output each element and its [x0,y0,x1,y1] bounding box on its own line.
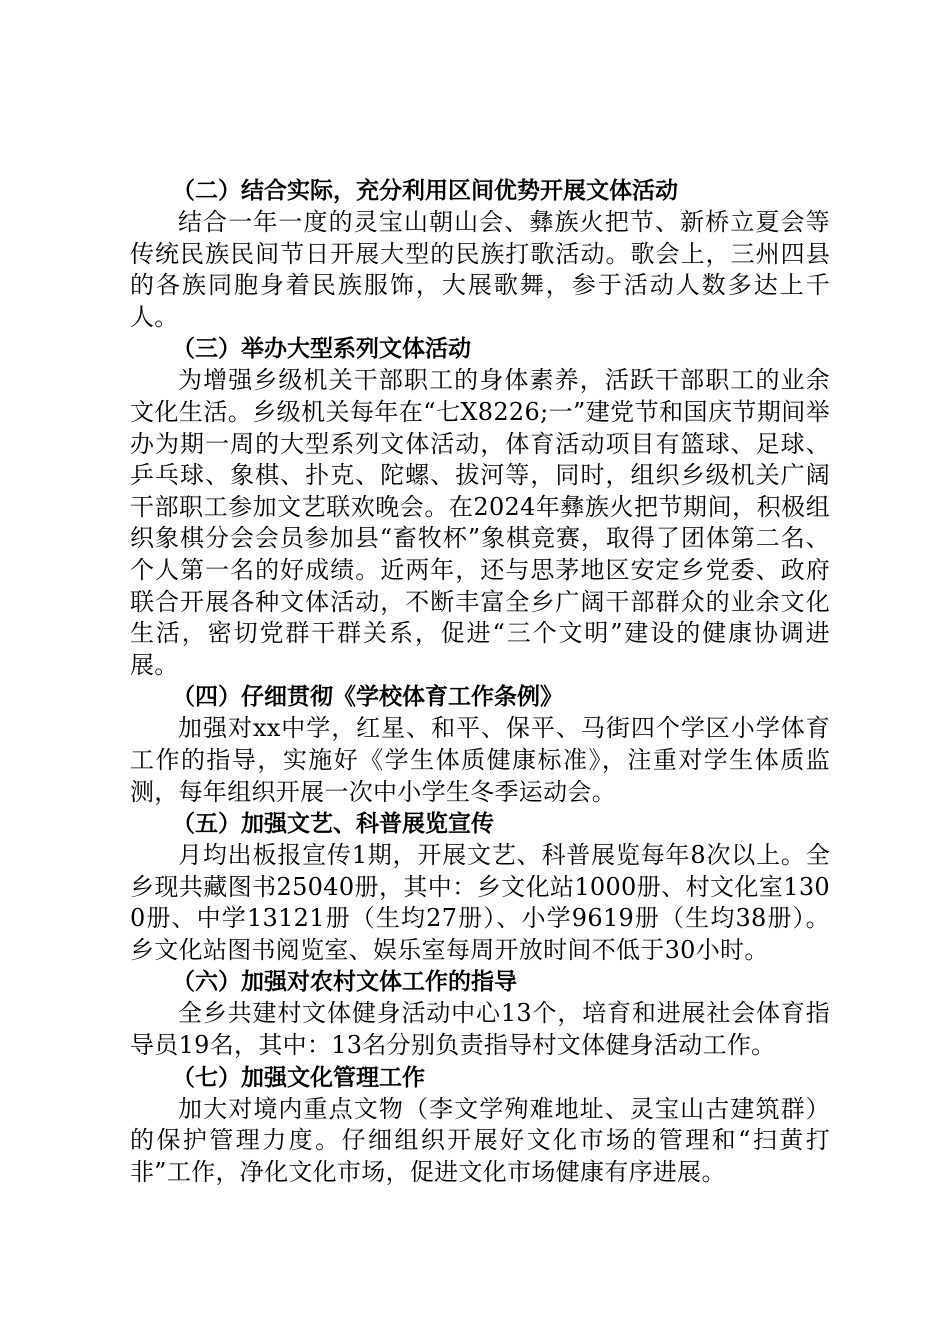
section-heading: （四）仔细贯彻《学校体育工作条例》 [172,684,563,711]
section-heading: （三）举办大型系列文体活动 [172,336,471,363]
section-5 [130,808,830,966]
section-body: 加强对xx中学，红星、和平、保平、马街四个学区小学体育工作的指导，实施好《学生体质健康标准》，注重对学生体质监测，每年组织开展一次中小学生冬季运动会。 [130,714,830,806]
section-2 [130,175,830,333]
section-7 [130,1062,830,1189]
section-heading: （六）加强对农村文体工作的指导 [172,969,517,996]
section-body: 加大对境内重点文物（李文学殉难地址、灵宝山古建筑群）的保护管理力度。仔细组织开展好文化市场的管理和“扫黄打非”工作，净化文化市场，促进文化市场健康有序进展。 [130,1094,830,1186]
section-body: 全乡共建村文体健身活动中心13个，培育和进展社会体育指导员19名，其中：13名分别负责指导村文体健身活动工作。 [130,999,830,1060]
section-heading: （五）加强文艺、科普展览宣传 [172,811,494,838]
section-body: 结合一年一度的灵宝山朝山会、彝族火把节、新桥立夏会等传统民族民间节日开展大型的民族打歌活动。歌会上，三州四县的各族同胞身着民族服饰，大展歌舞，参于活动人数多达上千人。 [130,208,830,331]
document-page [130,175,830,1188]
section-heading: （七）加强文化管理工作 [172,1064,425,1091]
section-4 [130,681,830,808]
section-body: 为增强乡级机关干部职工的身体素养，活跃干部职工的业余文化生活。乡级机关每年在“七X8226;一”建党节和国庆节期间举办为期一周的大型系列文体活动，体育活动项目有篮球、足球、乒乓球、象棋、扑克、陀螺、拔河等，同时，组织乡级机关广阔干部职工参加文艺联欢晚会。在2024年彝族火把节期间，积极组织象棋分会会员参加县“畜牧杯”象棋竞赛，取得了团体第二名、个人第一名的好成绩。近两年，还与思茅地区安定乡党委、政府联合开展各种文体活动，不断丰富全乡广阔干部群众的业余文化生活，密切党群干群关系，促进“三个文明”建设的健康协调进展。 [130,366,830,679]
section-3 [130,333,830,681]
section-6 [130,966,830,1061]
section-body: 月均出板报宣传1期，开展文艺、科普展览每年8次以上。全乡现共藏图书25040册，其中：乡文化站1000册、村文化室1300册、中学13121册（生均27册）、小学9619册（生均38册）。乡文化站图书阅览室、娱乐室每周开放时间不低于30小时。 [130,841,830,964]
section-heading: （二）结合实际，充分利用区间优势开展文体活动 [172,178,678,204]
